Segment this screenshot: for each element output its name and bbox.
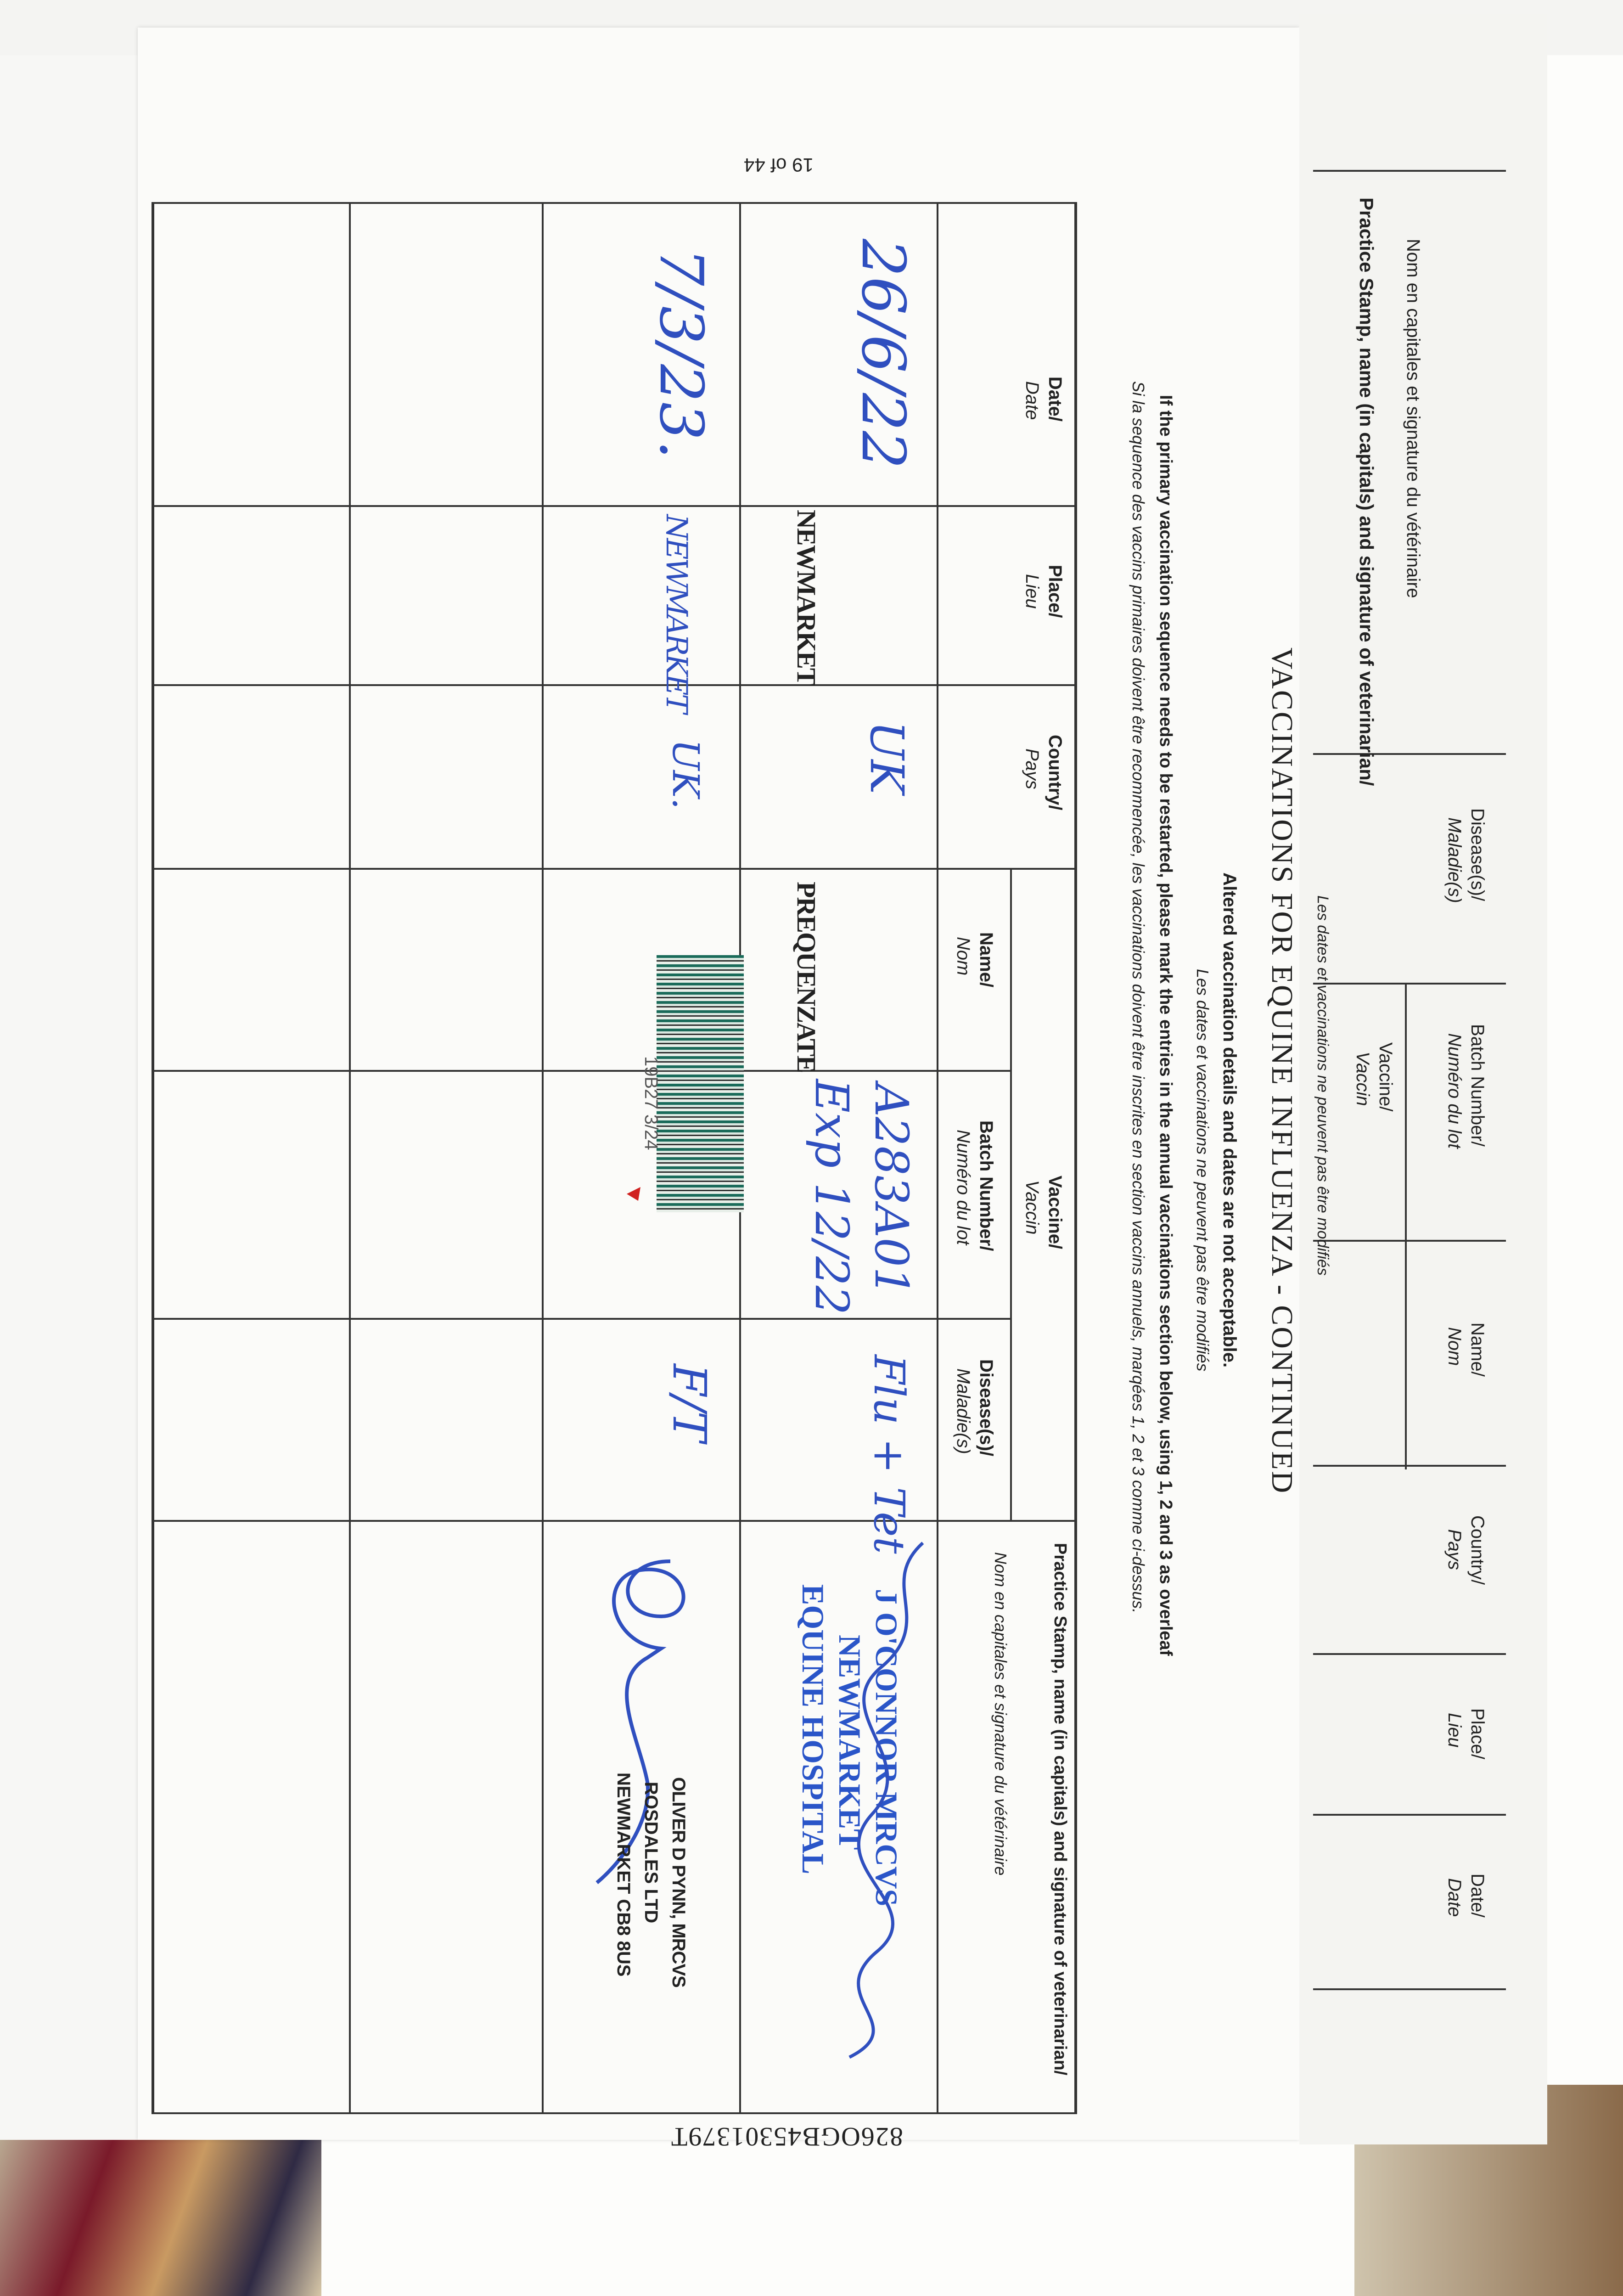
strip-country: Country/ xyxy=(1467,1515,1488,1585)
header-stamp: Practice Stamp, name (in capitals) and signature of veterinarian/ xyxy=(1050,1543,1070,2076)
entry2-batch-label: 19B27 3/24 xyxy=(641,1056,661,1150)
restart-fr: Si la sequence des vaccins primaires doivent être recommencée, les vaccinations doivent être inscrites en section vaccins annuels, marqées 1, 2 et 3 comme ci-dessus. xyxy=(1129,381,1148,1614)
entry2-country: UK. xyxy=(664,739,707,810)
entry1-signature xyxy=(822,1529,941,2071)
header-disease: Disease(s)/ xyxy=(976,1359,996,1457)
strip-date-fr: Date xyxy=(1444,1878,1465,1917)
entry2-stamp-line2: ROSDALES LTD xyxy=(641,1782,661,1924)
strip-place-fr: Lieu xyxy=(1444,1713,1465,1748)
entry1-batch: A283A01 xyxy=(865,1084,918,1296)
notice-fr: Les dates et vaccinations ne peuvent pas être modifiés xyxy=(1193,969,1212,1372)
strip-disease-fr: Maladie(s) xyxy=(1444,817,1465,903)
strip-batch-fr: Numéro du lot xyxy=(1444,1033,1465,1149)
strip-place: Place/ xyxy=(1467,1708,1488,1760)
header-country: Country/ xyxy=(1045,735,1065,810)
strip-stamp-fr: Nom en capitales et signature du vétérinaire xyxy=(1403,239,1423,598)
strip-name-fr: Nom xyxy=(1444,1327,1465,1366)
strip-vaccine: Vaccine/ xyxy=(1376,1042,1396,1112)
entry1-country: UK xyxy=(860,721,914,794)
passport-number: 826OGB45301379T xyxy=(670,2122,903,2152)
strip-country-fr: Pays xyxy=(1444,1529,1465,1570)
entry1-name: PREQUENZATE xyxy=(792,882,821,1073)
strip-disease: Disease(s)/ xyxy=(1467,808,1488,901)
entry2-stamp-line1: OLIVER D PYNN, MRCVS xyxy=(668,1777,689,1987)
page-number: 19 of 44 xyxy=(744,154,814,176)
entry1-stamp-line1: J O'CONNOR MRCVS xyxy=(869,1589,904,1907)
strip-batch: Batch Number/ xyxy=(1467,1024,1488,1147)
entry2-date: 7/3/23. xyxy=(646,248,716,459)
entry1-date: 26/6/22 xyxy=(848,239,918,469)
header-date-fr: Date xyxy=(1022,381,1042,420)
header-name-fr: Nom xyxy=(953,937,973,976)
entry2-disease: F/T xyxy=(663,1364,716,1442)
section-title: VACCINATIONS FOR EQUINE INFLUENZA - CONTINUED xyxy=(1265,647,1299,1495)
header-date: Date/ xyxy=(1045,377,1065,422)
entry2-stamp-line3: NEWMARKET CB8 8US xyxy=(613,1773,634,1977)
header-disease-fr: Maladie(s) xyxy=(953,1368,973,1454)
entry1-place: NEWMARKET xyxy=(792,510,821,685)
restart-en: If the primary vaccination sequence needs to be restarted, please mark the entries in the annual vaccinations section below, using 1, 2 and 3 as overleaf xyxy=(1156,395,1175,1656)
header-name: Name/ xyxy=(976,932,996,988)
strip-name: Name/ xyxy=(1467,1322,1488,1377)
entry2-place: NEWMARKET xyxy=(659,514,693,712)
vaccine-batch-sticker xyxy=(657,955,744,1212)
entry1-expiry: Exp 12/22 xyxy=(805,1079,859,1315)
header-vaccine-fr: Vaccin xyxy=(1022,1180,1042,1235)
strip-vaccine-fr: Vaccin xyxy=(1353,1052,1373,1106)
header-place-fr: Lieu xyxy=(1022,574,1042,609)
entry1-stamp-line2: NEWMARKET xyxy=(832,1635,867,1850)
entry1-stamp-line3: EQUINE HOSPITAL xyxy=(796,1584,831,1874)
header-batch-fr: Numéro du lot xyxy=(953,1130,973,1245)
red-mark xyxy=(624,1185,643,1203)
background-left xyxy=(0,0,138,2296)
notice-en: Altered vaccination details and dates are not acceptable. xyxy=(1219,872,1240,1368)
header-vaccine: Vaccine/ xyxy=(1045,1176,1065,1249)
entry1-disease: Flu + Tet xyxy=(865,1355,914,1554)
facing-page-strip xyxy=(1299,14,1547,2144)
header-place: Place/ xyxy=(1045,565,1065,618)
header-stamp-fr: Nom en capitales et signature du vétérinaire xyxy=(991,1552,1010,1876)
strip-notice-fr: Les dates et vaccinations ne peuvent pas être modifiés xyxy=(1314,895,1331,1276)
rug-background xyxy=(0,2140,321,2296)
strip-date: Date/ xyxy=(1467,1874,1488,1918)
header-country-fr: Pays xyxy=(1022,748,1042,789)
header-batch: Batch Number/ xyxy=(976,1120,996,1251)
strip-stamp: Practice Stamp, name (in capitals) and signature of veterinarian/ xyxy=(1356,197,1377,786)
